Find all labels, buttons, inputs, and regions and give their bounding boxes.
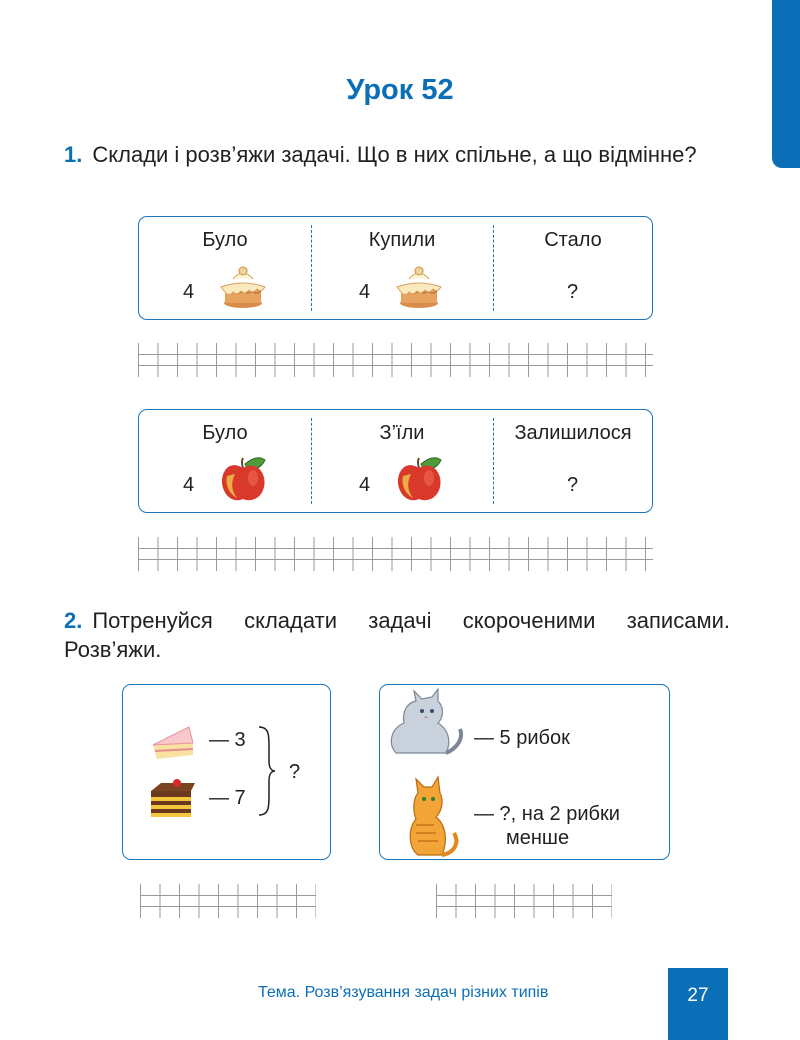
value-was: 4 (183, 281, 195, 303)
column-was (139, 410, 311, 512)
task-1-number: 1. (64, 142, 83, 167)
value-bought: 4 (359, 281, 371, 303)
answer-grid-left (140, 884, 316, 918)
page-number: 27 (668, 968, 728, 1040)
column-was (139, 217, 311, 319)
ginger-cat-fish-less: менше (506, 827, 570, 849)
cake-slice-icon (149, 723, 197, 761)
value-was: 4 (183, 474, 195, 496)
answer-grid (138, 537, 653, 571)
chocolate-cake-count: — 7 (209, 787, 246, 809)
value-left: ? (567, 474, 579, 496)
header-left: Залишилося (514, 422, 632, 444)
task-1 (64, 140, 730, 169)
cake-icon (217, 265, 269, 309)
value-eaten: 4 (359, 474, 371, 496)
header-result: Стало (544, 229, 602, 251)
answer-grid-right (436, 884, 612, 918)
topic-footer: Тема. Розв’язування задач різних типів (258, 984, 549, 1001)
column-result (493, 217, 653, 319)
grey-cat-icon (386, 689, 466, 757)
task-2 (64, 606, 730, 664)
short-record-cakes (122, 684, 331, 860)
header-was: Було (202, 229, 248, 251)
header-was: Було (202, 422, 248, 444)
column-eaten (311, 410, 493, 512)
ginger-cat-fish-count: — ?, на 2 рибки (474, 803, 620, 825)
total-question: ? (289, 761, 301, 783)
column-left (493, 410, 653, 512)
curly-brace (257, 725, 277, 817)
task-2-text: Потренуйся складати задачі скороченими записами. Розв’яжи. (64, 608, 730, 662)
answer-grid (138, 343, 653, 377)
cake-slice-count: — 3 (209, 729, 246, 751)
ginger-cat-icon (402, 775, 462, 859)
column-bought (311, 217, 493, 319)
task-2-number: 2. (64, 608, 83, 633)
value-result: ? (567, 281, 579, 303)
grey-cat-fish-count: — 5 рибок (474, 727, 570, 749)
cake-icon (393, 265, 445, 309)
header-bought: Купили (368, 229, 436, 251)
table-eaten (138, 409, 653, 513)
task-1-text: Склади і розв’яжи задачі. Що в них спільне, а що відмінне? (92, 142, 697, 167)
header-eaten: З’їли (379, 422, 425, 444)
short-record-cats (379, 684, 670, 860)
lesson-title: Урок 52 (346, 74, 454, 106)
apple-icon (219, 454, 269, 504)
apple-icon (395, 454, 445, 504)
chocolate-cake-icon (147, 779, 197, 819)
table-bought (138, 216, 653, 320)
